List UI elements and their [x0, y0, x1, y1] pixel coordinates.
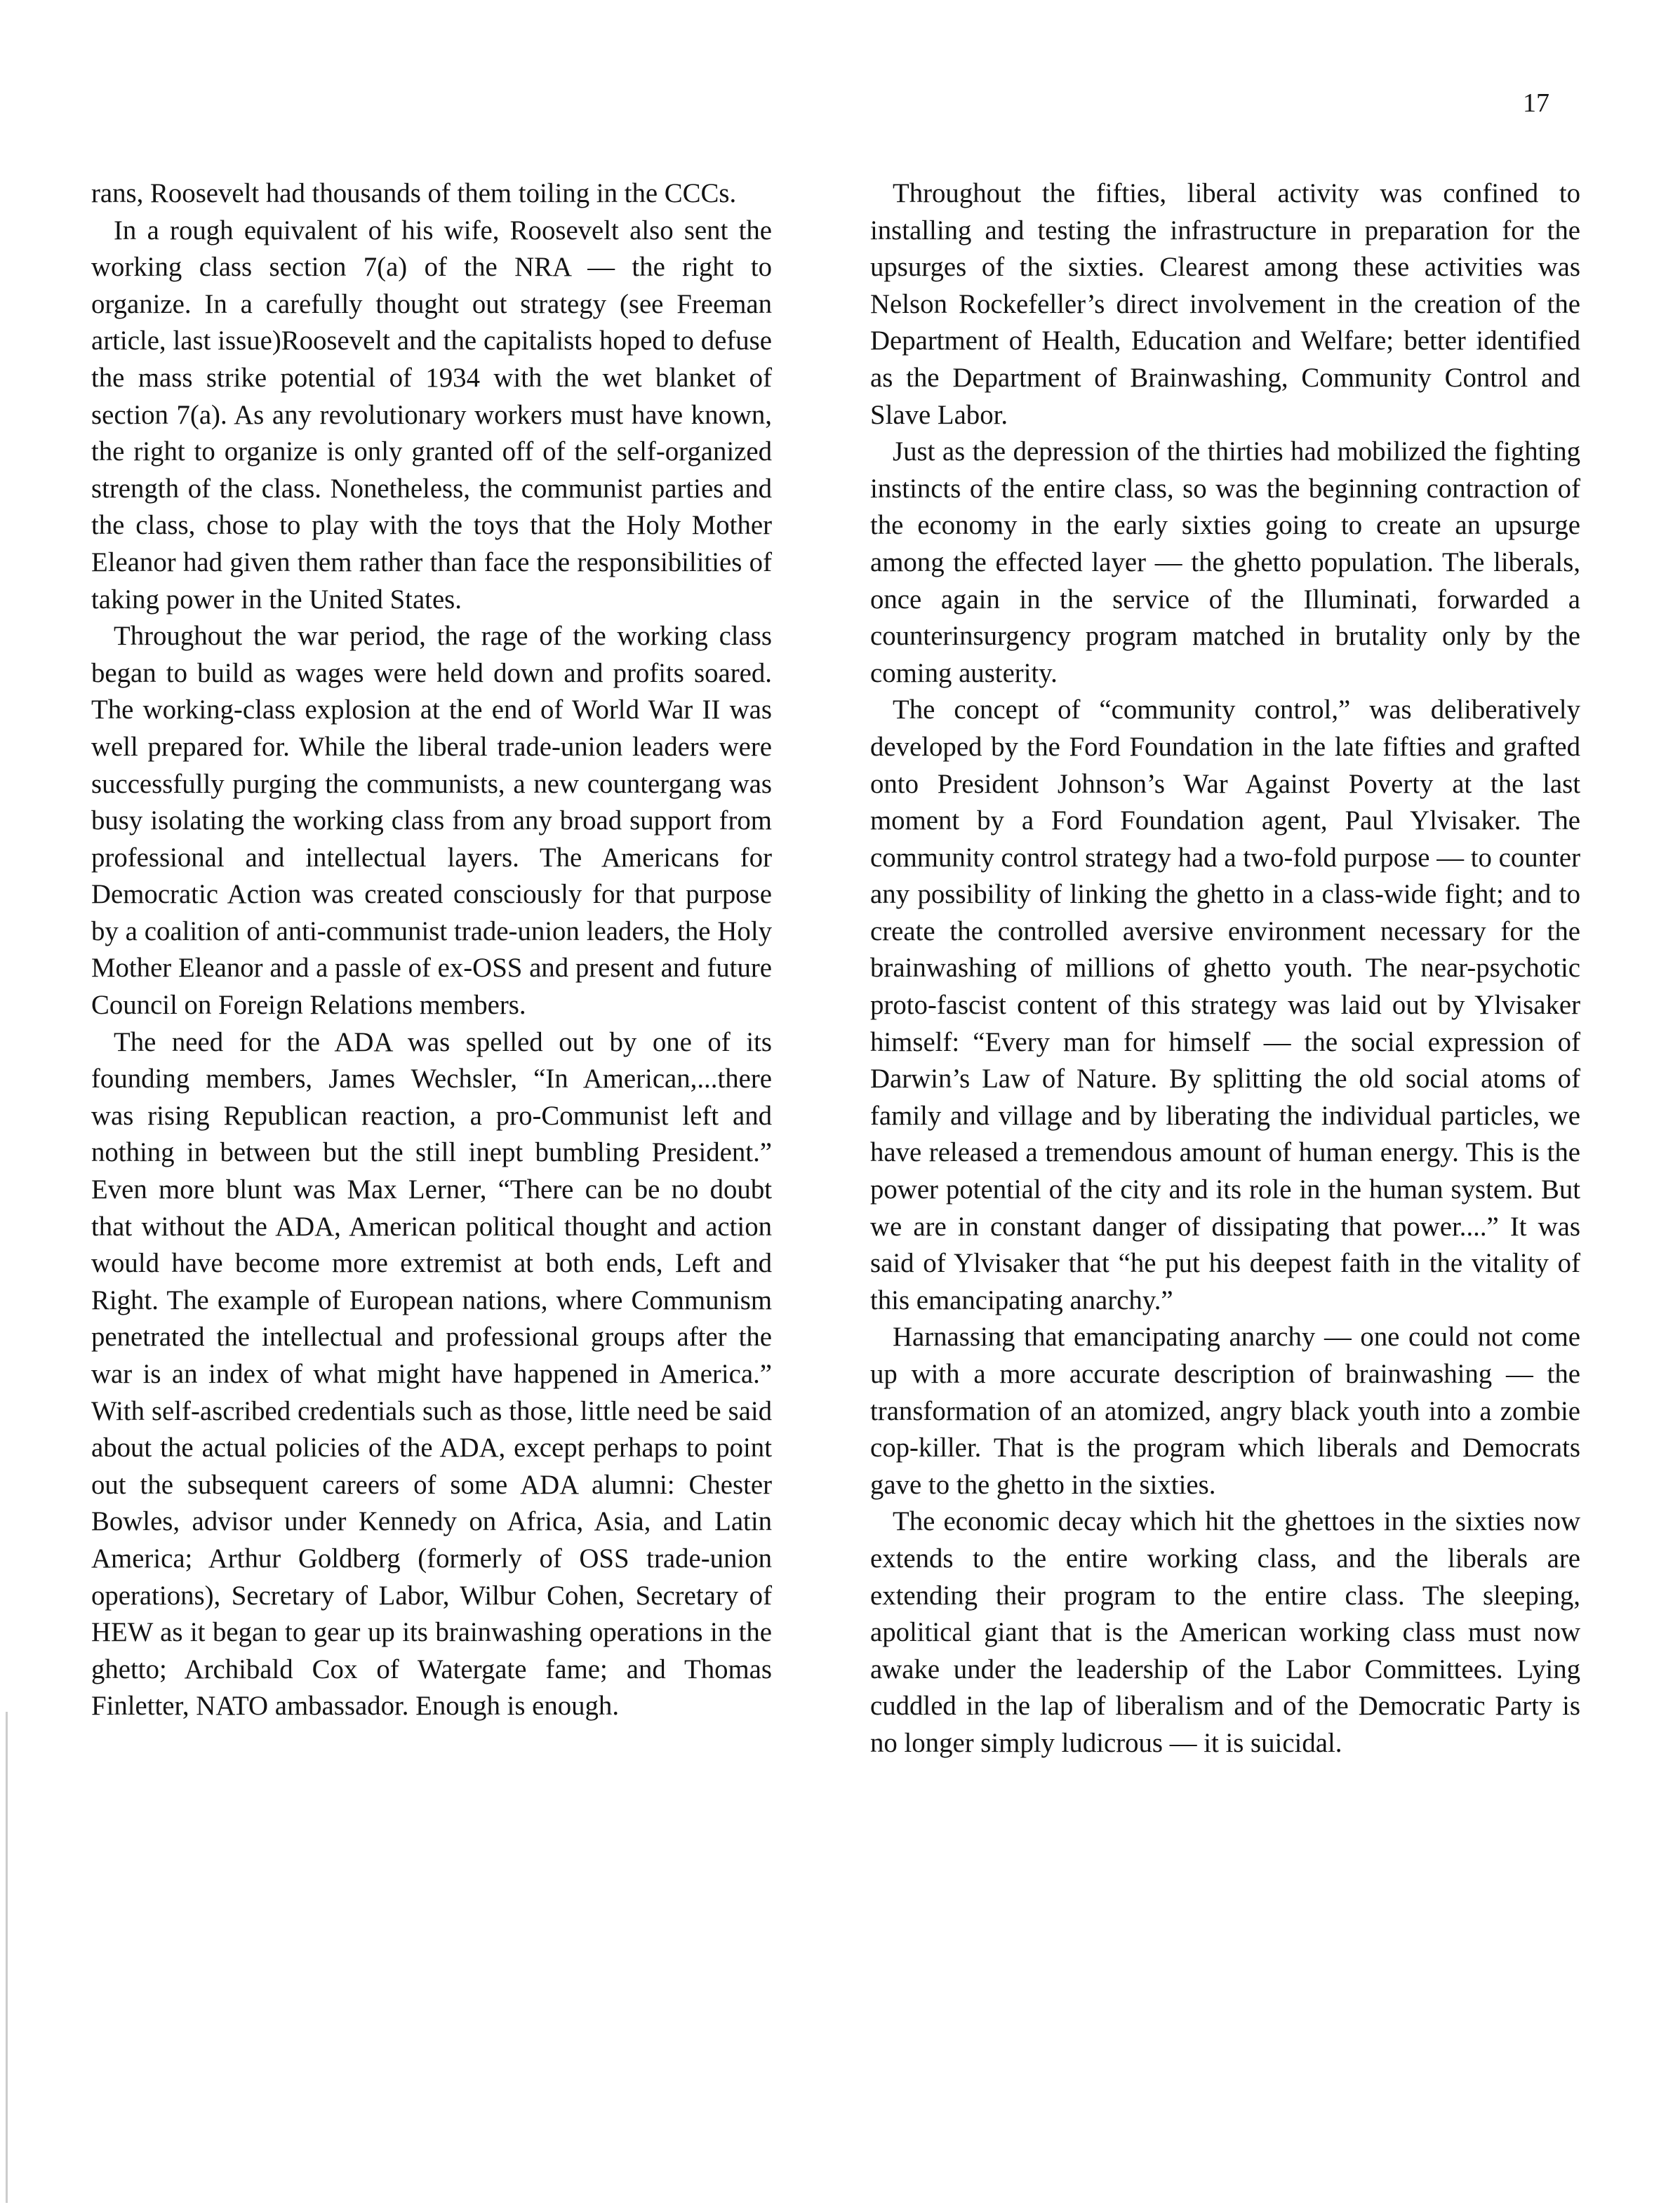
paragraph: The concept of “community control,” was deliberatively developed by the Ford Foundation in the late fifties and grafted onto President Johnson’s War Against Poverty at the last moment by a Ford Foundation agent, Paul Ylvisaker. The community control strategy had a two-fold purpose — to counter any possibility of linking the ghetto in a class-wide fight; and to create the controlled aversive environment necessary for the brainwashing of millions of ghetto youth. The near-psychotic proto-fascist content of this strategy was laid out by Ylvisaker himself: “Every man for himself — the social expression of Darwin’s Law of Nature. By splitting the old social atoms of family and village and by liberating the individual particles, we have released a tremendous amount of human energy. This is the power potential of the city and its role in the human system. But we are in constant danger of dissipating that power....” It was said of Ylvisaker that “he put his deepest faith in the vitality of this emancipating anarchy.”: [870, 695, 1580, 1315]
paragraph: Throughout the fifties, liberal activity was confined to installing and testing the infrastructure in preparation for the upsurges of the sixties. Clearest among these activities was Nelson Rockefeller’s direct involvement in the creation of the Department of Health, Education and Welfare; better identified as the Department of Brainwashing, Community Control and Slave Labor.: [870, 178, 1580, 430]
right-column: [870, 175, 1580, 1762]
paragraph: The need for the ADA was spelled out by one of its founding members, James Wechsler, “In American,...there was rising Republican reaction, a pro-Communist left and nothing in between but the still inept bumbling President.” Even more blunt was Max Lerner, “There can be no doubt that without the ADA, American political thought and action would have become more extremist at both ends, Left and Right. The example of European nations, where Communism penetrated the intellectual and professional groups after the war is an index of what might have happened in America.” With self-ascribed credentials such as those, little need be said about the actual policies of the ADA, except perhaps to point out the subsequent careers of some ADA alumni: Chester Bowles, advisor under Kennedy on Africa, Asia, and Latin America; Arthur Goldberg (formerly of OSS trade-union operations), Secretary of Labor, Wilbur Cohen, Secretary of HEW as it began to gear up its brainwashing operations in the ghetto; Archibald Cox of Watergate fame; and Thomas Finletter, NATO ambassador. Enough is enough.: [91, 1026, 772, 1722]
paragraph: Harnassing that emancipating anarchy — one could not come up with a more accurate description of brainwashing — the transformation of an atomized, angry black youth into a zombie cop-killer. That is the program which liberals and Democrats gave to the ghetto in the sixties.: [870, 1322, 1580, 1500]
page-number: 17: [1523, 88, 1549, 118]
scan-edge-mark: [6, 1712, 8, 2203]
paragraph: Just as the depression of the thirties had mobilized the fighting instincts of the entire class, so was the beginning contraction of the economy in the early sixties going to create an upsurge among the effected layer — the ghetto population. The liberals, once again in the service of the Illuminati, forwarded a counterinsurgency program matched in brutality only by the coming austerity.: [870, 436, 1580, 688]
paragraph: Throughout the war period, the rage of the working class began to build as wages were held down and profits soared. The working-class explosion at the end of World War II was well prepared for. While the liberal trade-union leaders were successfully purging the communists, a new countergang was busy isolating the working class from any broad support from professional and intellectual layers. The Americans for Democratic Action was created consciously for that purpose by a coalition of anti-communist trade-union leaders, the Holy Mother Eleanor and a passle of ex-OSS and present and future Council on Foreign Relations members.: [91, 621, 772, 1021]
paragraph: rans, Roosevelt had thousands of them toiling in the CCCs.: [91, 178, 737, 208]
paragraph: In a rough equivalent of his wife, Roosevelt also sent the working class section 7(a) of the NRA — the right to organize. In a carefully thought out strategy (see Freeman article, last issue)Roosevelt and the capitalists hoped to defuse the mass strike potential of 1934 with the wet blanket of section 7(a). As any revolutionary workers must have known, the right to organize is only granted off of the self-organized strength of the class. Nonetheless, the communist parties and the class, chose to play with the toys that the Holy Mother Eleanor had given them rather than face the responsibilities of taking power in the United States.: [91, 215, 772, 615]
left-column: [91, 175, 772, 1725]
paragraph: The economic decay which hit the ghettoes in the sixties now extends to the entire working class, and the liberals are extending their program to the entire class. The sleeping, apolitical giant that is the American working class must now awake under the leadership of the Labor Committees. Lying cuddled in the lap of liberalism and of the Democratic Party is no longer simply ludicrous — it is suicidal.: [870, 1506, 1580, 1758]
